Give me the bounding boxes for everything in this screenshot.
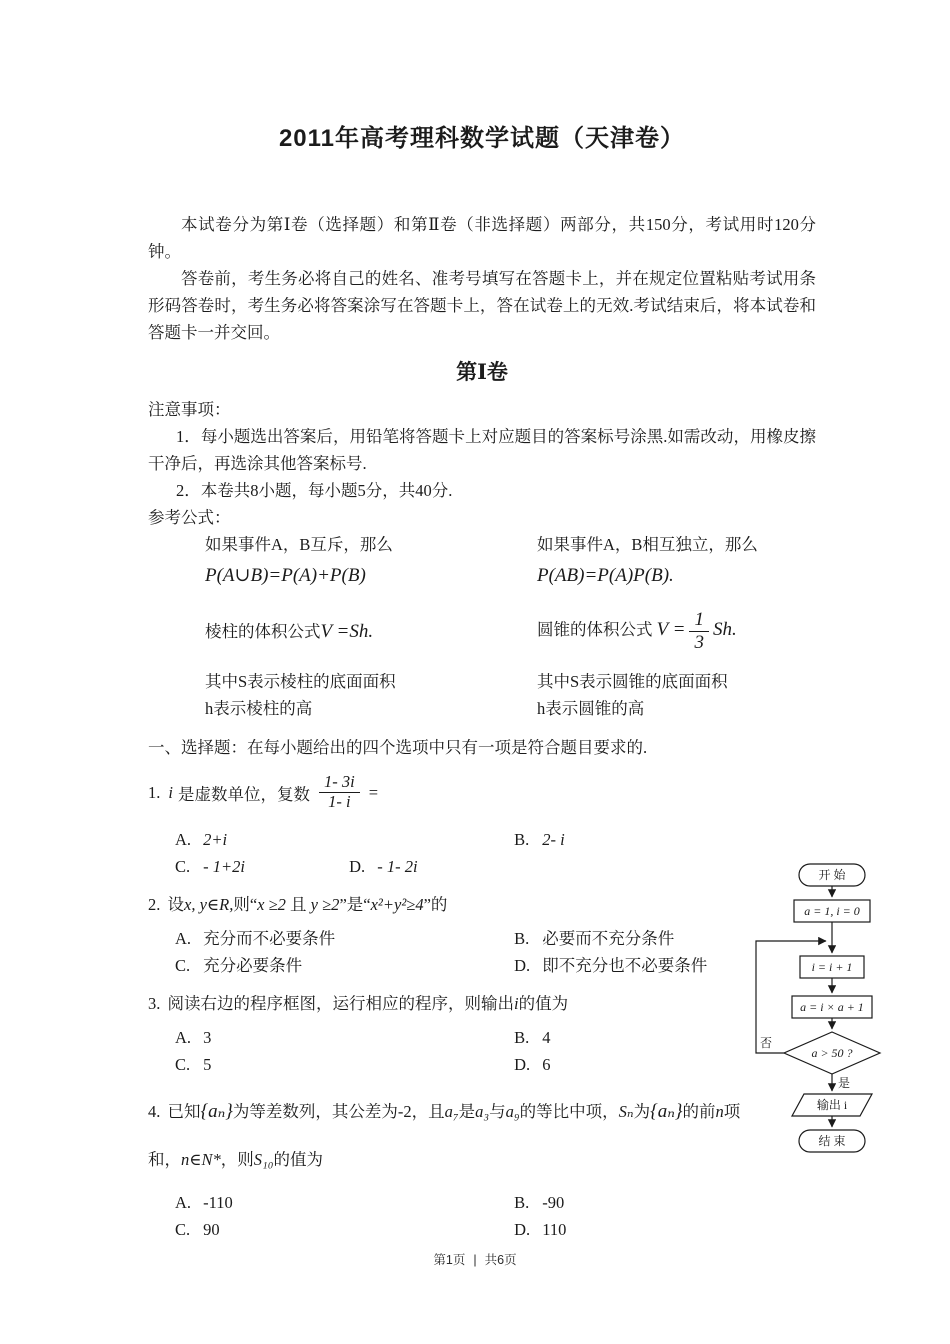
option-label: B. — [514, 928, 530, 948]
multiple-choice-header: 一、选择题：在每小题给出的四个选项中只有一项是符合题目要求的. — [148, 737, 648, 757]
document-title: 2011年高考理科数学试题（天津卷） — [278, 125, 686, 152]
option-label: D. — [514, 1219, 531, 1239]
option-label: A. — [175, 1027, 192, 1047]
question-1-option-a — [175, 826, 510, 853]
question-text: 的前 — [682, 1101, 716, 1121]
total-pages: 共6页 — [484, 1253, 517, 1267]
math-expression: n — [715, 1101, 724, 1121]
math-expression: a₃ — [475, 1101, 490, 1121]
question-1-options — [148, 826, 816, 880]
sequence-symbol: {aₙ} — [650, 1100, 683, 1122]
intro-paragraph-2: 答卷前，考生务必将自己的姓名、准考号填写在答题卡上，并在规定位置粘贴考试用条形码答卷时，考生务必将答案涂写在答题卡上，答在试卷上的无效.考试结束后，将本试卷和答题卡一并交回。 — [148, 269, 816, 342]
question-text: 项和， — [148, 1101, 741, 1169]
question-3-option-a — [175, 1024, 510, 1051]
note-item-1: 1．每小题选出答案后，用铅笔将答题卡上对应题目的答案标号涂黑.如需改动，用橡皮擦干净后，再选涂其他答案标号. — [148, 427, 816, 473]
options-row — [175, 826, 816, 853]
question-number: 1. — [148, 782, 161, 802]
page-footer — [0, 1250, 950, 1268]
option-text: - 1- 2i — [377, 856, 418, 876]
footer-separator: | — [473, 1253, 477, 1267]
flow-no-label: 否 — [759, 1036, 773, 1050]
math-expression: Sₙ — [618, 1101, 634, 1121]
complex-fraction — [319, 773, 360, 812]
question-text: ”是“ — [339, 894, 371, 914]
option-text: -110 — [203, 1192, 233, 1212]
options-row — [175, 853, 816, 880]
math-expression: i — [514, 993, 519, 1013]
question-3-option-d — [514, 1051, 550, 1078]
page-number: 第1页 — [433, 1253, 466, 1267]
prism-height-note: h表示棱柱的高 — [205, 698, 313, 718]
question-4-option-a — [175, 1189, 510, 1216]
math-expression: x²+y²≥4 — [370, 894, 424, 914]
math-expression: n∈N* — [181, 1149, 221, 1169]
prism-volume-label: 棱柱的体积公式 — [205, 621, 321, 641]
math-expression: S₁₀ — [253, 1149, 274, 1169]
option-text: 2+i — [203, 829, 228, 849]
question-text: 阅读右边的程序框图，运行相应的程序，则输出 — [167, 993, 514, 1013]
notes-title: 注意事项： — [148, 400, 231, 419]
math-expression: x, y∈R, — [184, 894, 234, 914]
question-2-options — [148, 925, 816, 979]
cone-base-area-note: 其中S表示圆锥的底面面积 — [537, 671, 728, 691]
question-3-options — [148, 1024, 816, 1078]
question-text: 的值为 — [518, 993, 569, 1013]
question-3-option-b — [514, 1024, 550, 1051]
flow-condition-label: a > 50 ? — [811, 1046, 853, 1060]
flow-multiply-label: a = i × a + 1 — [800, 1000, 864, 1014]
height-description-row — [148, 695, 816, 722]
question-text: 设 — [167, 894, 184, 914]
math-expression: x ≥2 — [257, 894, 286, 914]
one-third-fraction — [689, 609, 709, 654]
option-text: 4 — [542, 1027, 551, 1047]
question-text: 则“ — [233, 894, 258, 914]
question-1-option-d — [349, 853, 417, 880]
options-row — [175, 1024, 816, 1051]
option-text: 充分而不必要条件 — [203, 928, 336, 948]
option-text: 6 — [542, 1054, 551, 1074]
independent-events-label: 如果事件A，B相互独立，那么 — [537, 535, 758, 554]
question-text: 为 — [633, 1101, 651, 1121]
option-label: D. — [514, 955, 531, 975]
option-label: D. — [514, 1054, 531, 1074]
option-label: B. — [514, 1027, 530, 1047]
options-row — [175, 925, 816, 952]
formula-condition-row — [148, 531, 816, 558]
option-label: B. — [514, 1192, 530, 1212]
option-label: C. — [175, 1219, 191, 1239]
option-text: -90 — [542, 1192, 565, 1212]
option-label: A. — [175, 928, 192, 948]
option-label: D. — [349, 856, 366, 876]
question-4-option-b — [514, 1189, 564, 1216]
fraction-numerator: 1 — [689, 609, 709, 632]
option-text: 90 — [203, 1219, 220, 1239]
flow-end-label: 结 束 — [818, 1134, 846, 1148]
prism-base-area-note: 其中S表示棱柱的底面面积 — [205, 671, 396, 691]
probability-formula-row — [148, 561, 816, 591]
fraction-denominator: 3 — [694, 631, 704, 653]
question-number: 2. — [148, 894, 161, 914]
question-2-option-c — [175, 952, 510, 979]
options-row — [175, 1189, 816, 1216]
question-1 — [148, 765, 760, 821]
fraction-numerator: 1- 3i — [319, 773, 360, 793]
base-area-description-row — [148, 668, 816, 695]
cone-volume-cell — [537, 609, 816, 654]
options-row — [175, 1216, 816, 1243]
math-expression: y ≥2 — [310, 894, 340, 914]
option-text: 充分必要条件 — [203, 955, 303, 975]
page-content — [148, 118, 816, 1243]
question-text: 与 — [489, 1101, 506, 1121]
sequence-symbol: {aₙ} — [200, 1100, 233, 1122]
option-label: A. — [175, 829, 192, 849]
cone-volume-sh: Sh. — [712, 619, 737, 641]
question-4-option-c — [175, 1216, 510, 1243]
question-text: 已知 — [167, 1101, 201, 1121]
question-3 — [148, 989, 760, 1019]
fraction-denominator: 1- i — [328, 792, 351, 812]
imaginary-unit-symbol: i — [168, 782, 173, 802]
equals-sign: = — [368, 782, 378, 802]
mutually-exclusive-label: 如果事件A，B互斥，那么 — [205, 535, 393, 554]
option-text: 必要而不充分条件 — [542, 928, 675, 948]
flow-init-label: a = 1, i = 0 — [804, 904, 860, 918]
option-text: 2- i — [542, 829, 565, 849]
question-2 — [148, 890, 760, 920]
question-2-option-a — [175, 925, 510, 952]
intro-paragraph-1: 本试卷分为第Ⅰ卷（选择题）和第Ⅱ卷（非选择题）两部分，共150分，考试用时120分钟。 — [148, 215, 816, 261]
math-expression: a₉ — [505, 1101, 520, 1121]
cone-volume-v-equals: V = — [656, 619, 686, 641]
option-text: 110 — [542, 1219, 567, 1239]
option-text: 3 — [203, 1027, 212, 1047]
flow-increment-label: i = i + 1 — [811, 960, 853, 974]
union-probability-formula: P(A∪B)=P(A)+P(B) — [205, 565, 366, 586]
option-label: C. — [175, 1054, 191, 1074]
question-text: 的等比中项， — [519, 1101, 619, 1121]
option-text: 5 — [203, 1054, 212, 1074]
question-number: 4. — [148, 1101, 161, 1121]
cone-height-note: h表示圆锥的高 — [537, 698, 645, 718]
question-1-option-c — [175, 853, 345, 880]
option-label: B. — [514, 829, 530, 849]
math-expression: a₇ — [444, 1101, 459, 1121]
flow-output-label: 输出 i — [816, 1098, 848, 1112]
options-row — [175, 1051, 816, 1078]
option-label: C. — [175, 856, 191, 876]
program-flowchart — [742, 856, 932, 1156]
option-label: A. — [175, 1192, 192, 1212]
question-2-option-d — [514, 952, 707, 979]
flow-yes-label: 是 — [837, 1076, 851, 1090]
product-probability-formula: P(AB)=P(A)P(B). — [537, 565, 674, 586]
question-text: 的值为 — [273, 1149, 323, 1169]
question-text: 是 — [458, 1101, 476, 1121]
question-text: 且 — [290, 894, 307, 914]
option-text: - 1+2i — [203, 856, 245, 876]
question-text: ，则 — [220, 1149, 254, 1169]
volume-formula-row — [148, 609, 816, 654]
prism-volume-cell — [148, 618, 537, 645]
question-3-option-c — [175, 1051, 510, 1078]
question-2-option-b — [514, 925, 674, 952]
cone-volume-label: 圆锥的体积公式 — [537, 620, 653, 640]
question-4-option-d — [514, 1216, 566, 1243]
question-text: 是虚数单位，复数 — [177, 784, 310, 804]
flow-start-label: 开 始 — [818, 868, 846, 882]
note-item-2: 2．本卷共8小题，每小题5分，共40分. — [176, 481, 453, 500]
option-text: 即不充分也不必要条件 — [542, 955, 708, 975]
reference-formulas-title: 参考公式： — [148, 508, 231, 527]
section-1-title: 第Ⅰ卷 — [456, 360, 508, 384]
question-4 — [148, 1088, 760, 1184]
question-text: ”的 — [423, 894, 448, 914]
question-text: 为等差数列，其公差为-2，且 — [232, 1101, 445, 1121]
option-label: C. — [175, 955, 191, 975]
question-4-options — [148, 1189, 816, 1243]
prism-volume-formula: V =Sh. — [320, 620, 374, 642]
question-number: 3. — [148, 993, 161, 1013]
question-1-option-b — [514, 826, 565, 853]
options-row — [175, 952, 816, 979]
